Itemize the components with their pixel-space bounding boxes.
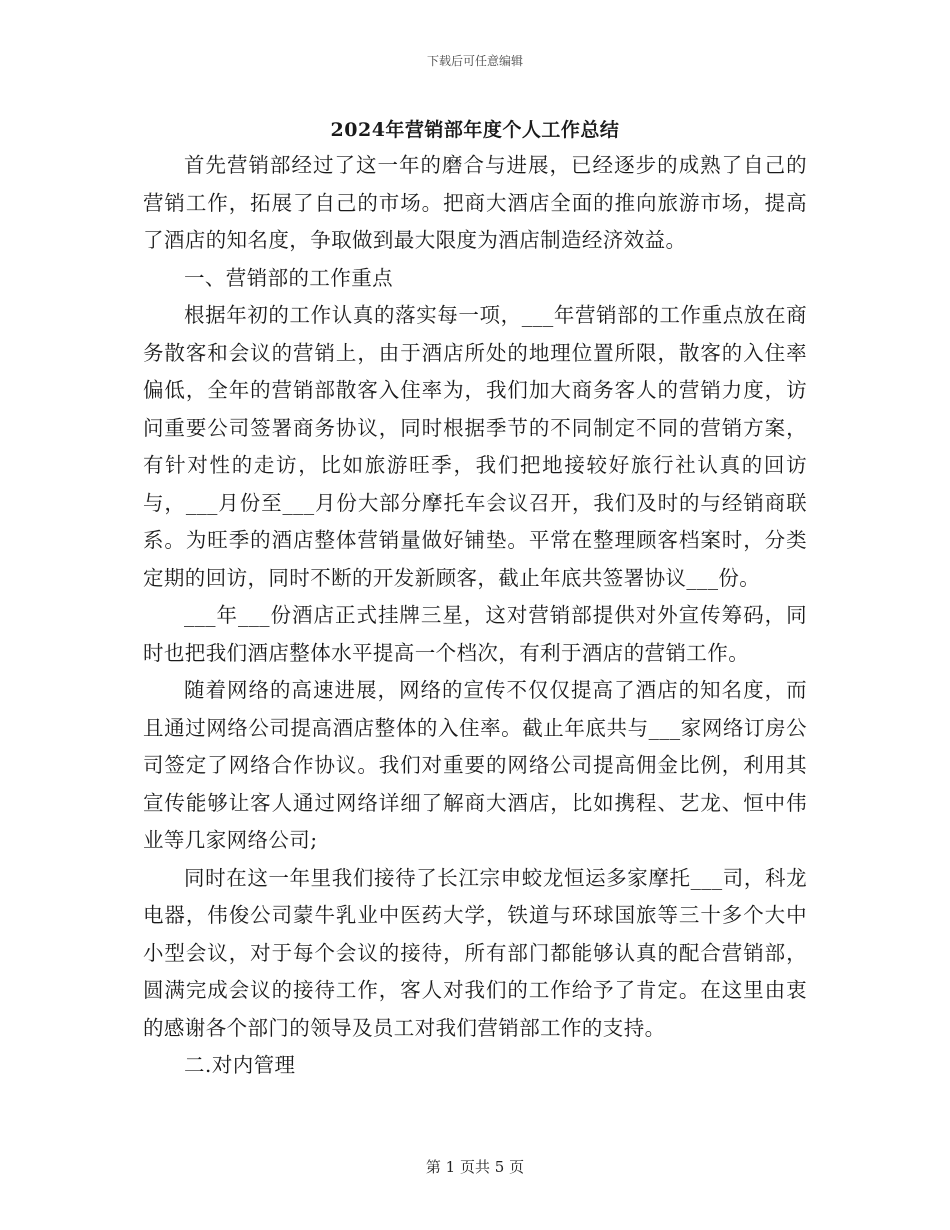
section-heading: 一、营销部的工作重点: [184, 265, 393, 290]
paragraph: 首先营销部经过了这一年的磨合与进展，已经逐步的成熟了自己的营销工作，拓展了自己的市场。把商大酒店全面的推向旅游市场，提高了酒店的知名度，争取做到最大限度为酒店制造经济效益。: [143, 153, 807, 252]
paragraph: 随着网络的高速进展，网络的宣传不仅仅提高了酒店的知名度，而且通过网络公司提高酒店整体的入住率。截止年底共与___家网络订房公司签定了网络合作协议。我们对重要的网络公司提高佣金比例，利用其宣传能够让客人通过网络详细了解商大酒店，比如携程、艺龙、恒中伟业等几家网络公司;: [143, 678, 807, 852]
section-heading: 二.对内管理: [184, 1053, 296, 1077]
document-body: [143, 147, 807, 1085]
page-number: 第 1 页共 5 页: [425, 1158, 525, 1176]
paragraph: ___年___份酒店正式挂牌三星，这对营销部提供对外宣传筹码，同时也把我们酒店整体水平提高一个档次，有利于酒店的营销工作。: [143, 603, 807, 665]
page-header-note: 下载后可任意编辑: [426, 54, 523, 68]
document-title: 2024年营销部年度个人工作总结: [330, 119, 620, 141]
paragraph: 根据年初的工作认真的落实每一项，___年营销部的工作重点放在商务散客和会议的营销上，由于酒店所处的地理位置所限，散客的入住率偏低，全年的营销部散客入住率为，我们加大商务客人的营销力度，访问重要公司签署商务协议，同时根据季节的不同制定不同的营销方案，有针对性的走访，比如旅游旺季，我们把地接较好旅行社认真的回访与，___月份至___月份大部分摩托车会议召开，我们及时的与经销商联系。为旺季的酒店整体营销量做好铺垫。平常在整理顾客档案时，分类定期的回访，同时不断的开发新顾客，截止年底共签署协议___份。: [143, 303, 807, 590]
paragraph: 同时在这一年里我们接待了长江宗申蛟龙恒运多家摩托___司，科龙电器，伟俊公司蒙牛乳业中医药大学，铁道与环球国旅等三十多个大中小型会议，对于每个会议的接待，所有部门都能够认真的配合营销部，圆满完成会议的接待工作，客人对我们的工作给予了肯定。在这里由衷的感谢各个部门的领导及员工对我们营销部工作的支持。: [143, 865, 807, 1040]
